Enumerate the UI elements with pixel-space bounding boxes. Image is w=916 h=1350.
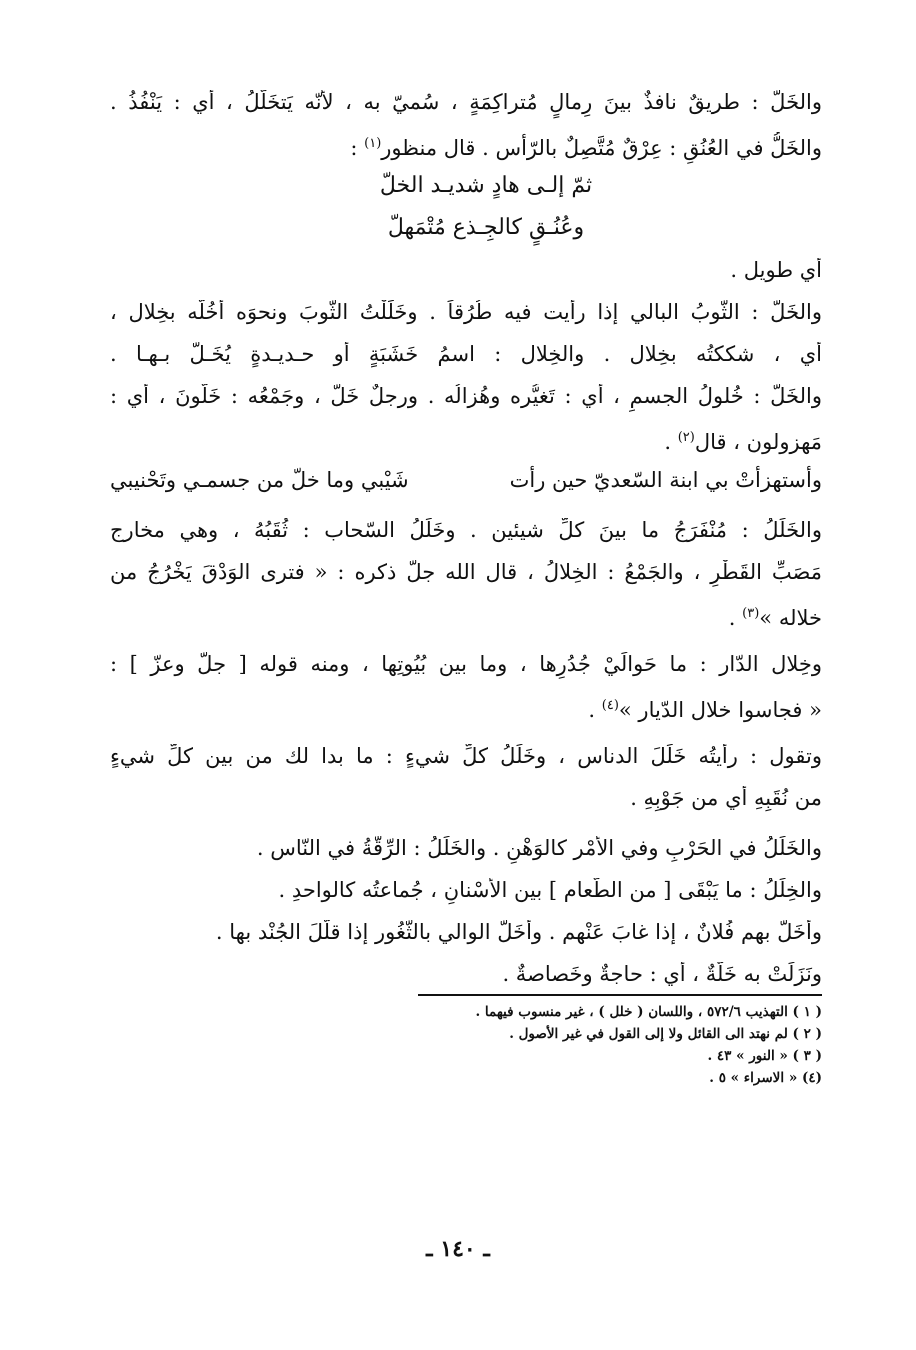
verse-hemistich-right: وأستهزأتْ بي ابنة السّعديّ حين رأت <box>509 468 822 492</box>
footnote-ref: (٣) <box>742 606 760 621</box>
verse-line: ثمّ إلـى هادٍ شديـد الخلّ <box>379 173 593 198</box>
text-line: والخَلُّ : طريقٌ نافذٌ بينَ رِمالٍ مُتراكِمَةٍ ، سُميّ به ، لأنّه يَتخَلَّلُ ، أي : يَنْفُذُ . <box>110 90 822 114</box>
footnote-ref: (٤) <box>601 698 619 713</box>
verse-line: وعُنُـقٍ كالجِـذع مُتْمَهلّ <box>387 215 585 240</box>
footnote: ( ١ ) التهذيب ٥٧٢/٦ ، واللسان ( خلل ) ، غير منسوب فيهما . <box>475 1004 822 1020</box>
text-line: والخَلَلُ : مُنْفَرَجُ ما بينَ كلِّ شيئين . وخَلَلُ السّحاب : ثُقَبُهُ ، وهي مخارج <box>110 518 822 542</box>
text-line: وخِلال الدّار : ما حَوالَيْ جُدُرِها ، وما بين بُيُوتِها ، ومنه قوله [ جلّ وعزّ ] : <box>110 652 822 676</box>
footnote-divider <box>418 994 822 996</box>
page-body <box>110 90 822 1270</box>
text-line: والخَلُّ : خُلولُ الجسمِ ، أي : تَغيُّره وهُزالُه . ورجلٌ خَلٌّ ، وجَمْعُه : خَلّونَ ، أي : <box>110 384 822 408</box>
text-line: خلاله »$^{(٣)}$ . <box>728 606 822 630</box>
text-line: أي ، شككتُه بخِلال . والخِلال : اسمُ خَشَبَةٍ أو حـديـدةٍ يُخَـلُّ بـهـا . <box>110 342 822 366</box>
text-line: « فجاسوا خلال الدّيار »$^{(٤)}$ . <box>588 698 822 722</box>
text-line: من نُقَبِهِ أي من جَوْبِهِ . <box>630 786 822 810</box>
footnote: ( ٢ ) لم نهتد الى القائل ولا إلى القول في غير الأصول . <box>509 1026 822 1042</box>
text-line: والخَلُّ : الثّوبُ البالي إذا رأيت فيه طُرُقاً . وخَلَلْتُ الثّوبَ ونحوَه أخُلُّه بخِلال ، <box>110 300 822 324</box>
footnote-ref: (٢) <box>677 430 695 445</box>
footnote-ref: (١) <box>364 136 382 151</box>
text-line: أي طويل . <box>730 258 822 282</box>
verse-line <box>110 468 822 510</box>
text-line: ونَزَلَتْ به خَلَّةٌ ، أي : حاجةٌ وخَصاصةٌ . <box>502 962 822 986</box>
verse-hemistich-left: شَيْبي وما خلّ من جسمـي وتَحْنيبي <box>110 468 409 492</box>
text-line: وتقول : رأيتُه خَلَلَ الدناس ، وخَلَلُ كلِّ شيءٍ : ما بدا لك من بين كلِّ شيءٍ <box>110 744 822 768</box>
text-line: وأخَلَّ بهم فُلانٌ ، إذا غابَ عَنْهم . وأخَلَّ الوالي بالثُّغُور إذا قلَّلَ الجُنْد بها . <box>215 920 822 944</box>
text-line: والخَلُّ في العُنُقِ : عِرْقٌ مُتَّصِلٌ بالرّأس . قال منظور$^{(١)}$ : <box>350 136 822 160</box>
text-line: مَهزولون ، قال$^{(٢)}$ . <box>664 430 822 454</box>
text-line: والخَلَلُ في الحَرْبِ وفي الأمْر كالوَهْنِ . والخَلَلُ : الرِّقَّةُ في النّاس . <box>256 836 822 860</box>
footnote: (٤) « الاسراء » ٥ . <box>709 1070 822 1086</box>
page-number: ـ ١٤٠ ـ <box>426 1236 490 1262</box>
footnote: ( ٣ ) « النور » ٤٣ . <box>707 1048 822 1064</box>
text-line: مَصَبِّ القَطْرِ ، والجَمْعُ : الخِلالُ ، قال الله جلّ ذكره : « فترى الوَدْقَ يَخْرُجُ من <box>110 560 822 584</box>
text-line: والخِلَلُ : ما يَبْقَى [ من الطّعام ] بين الأسْنانِ ، جُماعتُه كالواحدِ . <box>278 878 822 902</box>
